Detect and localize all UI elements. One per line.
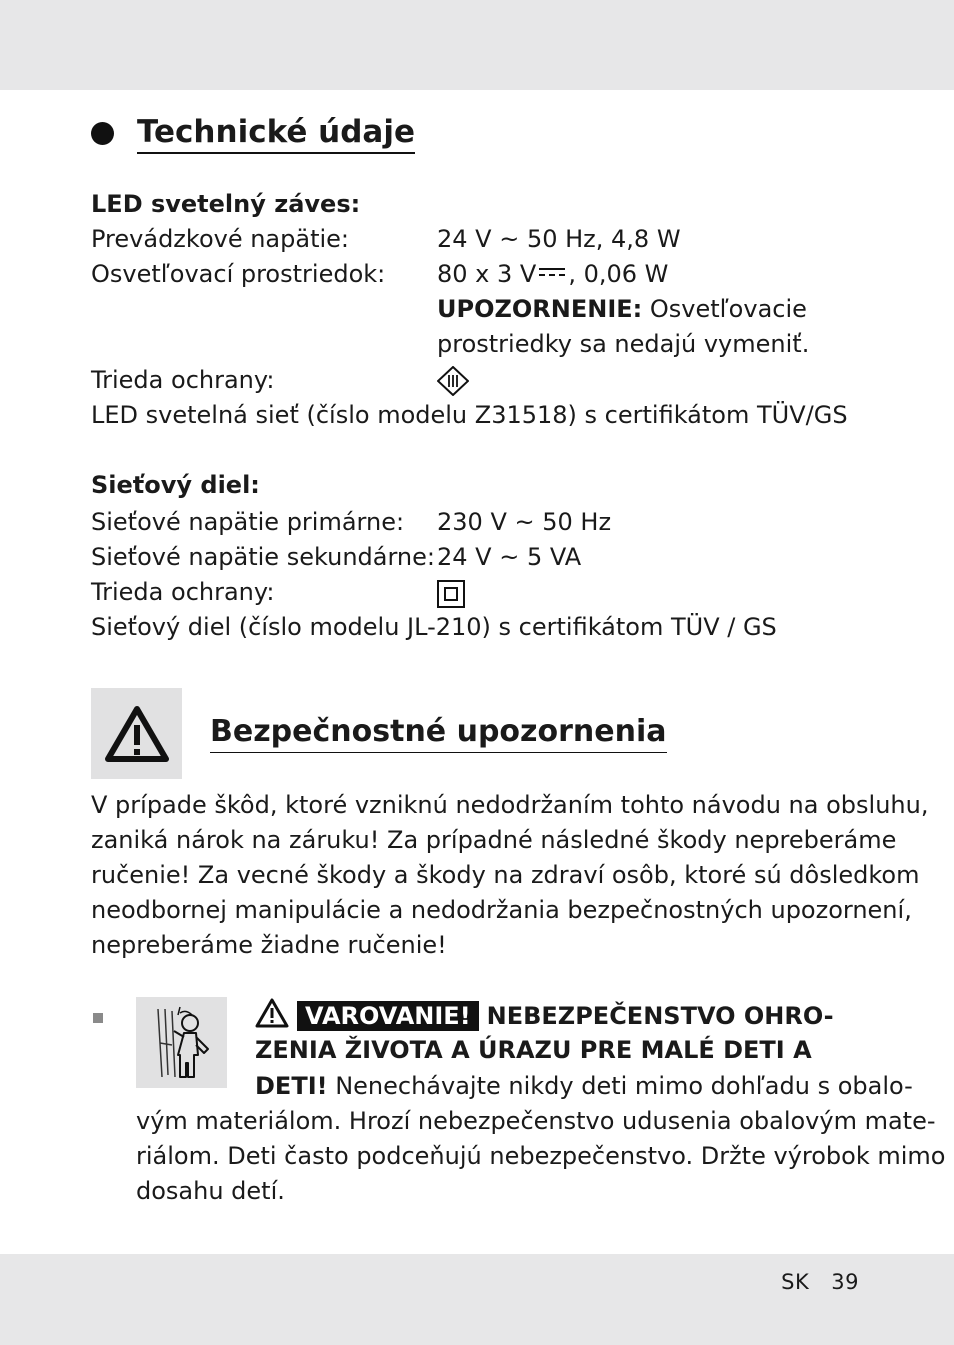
warning-icon-box <box>91 688 182 779</box>
spec-label-operating-voltage: Prevádzkové napätie: <box>91 225 350 253</box>
spec-value-lamp-post: , 0,06 W <box>568 260 669 288</box>
paragraph-line: neodbornej manipulácie a nedodržania bezpečnostných upozornení, <box>91 896 912 924</box>
warning-text-line4: vým materiálom. Hrozí nebezpečenstvo udusenia obalovým mate- <box>136 1107 936 1135</box>
warning-text-line5: riálom. Deti často podceňujú nebezpečenstvo. Držte výrobok mimo <box>136 1142 946 1170</box>
protection-class-iii-icon <box>437 366 469 396</box>
square-bullet-icon <box>93 1013 103 1023</box>
footer-band <box>0 1254 954 1345</box>
paragraph-line: ručenie! Za vecné škody a škody na zdraví osôb, ktoré sú dôsledkom <box>91 861 920 889</box>
warning-badge: VAROVANIE! <box>297 1001 479 1031</box>
header-band <box>0 0 954 90</box>
footer-page-number: 39 <box>831 1270 859 1294</box>
warning-heading-line3: DETI! <box>255 1072 328 1100</box>
page-footer <box>759 1270 859 1294</box>
section-title-safety: Bezpečnostné upozornenia <box>210 712 667 753</box>
lamp-note-line2: prostriedky sa nedajú vymeniť. <box>437 330 810 358</box>
spec-label-lamp: Osvetľovací prostriedok: <box>91 260 386 288</box>
footer-language: SK <box>781 1270 810 1294</box>
child-warning-box <box>136 997 227 1088</box>
lamp-note-text: Osvetľovacie <box>649 295 807 323</box>
led-heading: LED svetelný záves: <box>91 190 361 218</box>
warning-line-1 <box>255 998 834 1034</box>
direct-current-icon <box>538 264 566 280</box>
spec-label-primary-voltage: Sieťové napätie primárne: <box>91 508 405 536</box>
spec-label-protection-class: Trieda ochrany: <box>91 366 275 394</box>
warning-text-line3: Nenechávajte nikdy deti mimo dohľadu s obalo- <box>327 1072 913 1100</box>
warning-line-3 <box>255 1069 913 1104</box>
psu-heading: Sieťový diel: <box>91 471 260 499</box>
section-title-text: Technické údaje <box>137 112 415 154</box>
paragraph-line: nepreberáme žiadne ručenie! <box>91 931 447 959</box>
spec-label-secondary-voltage: Sieťové napätie sekundárne: <box>91 543 435 571</box>
led-certificate: LED svetelná sieť (číslo modelu Z31518) s certifikátom TÜV/GS <box>91 401 848 429</box>
lamp-note-label: UPOZORNENIE: <box>437 295 643 323</box>
section-title-technical-data <box>91 112 415 154</box>
spec-value-lamp-pre: 80 x 3 V <box>437 260 537 288</box>
protection-class-ii-icon <box>437 580 465 608</box>
warning-text-line6: dosahu detí. <box>136 1177 285 1205</box>
spec-value-lamp <box>437 257 668 292</box>
psu-certificate: Sieťový diel (číslo modelu JL-210) s certifikátom TÜV / GS <box>91 613 777 641</box>
spec-value-primary-voltage: 230 V ~ 50 Hz <box>437 508 612 536</box>
warning-heading-line1: NEBEZPEČENSTVO OHRO- <box>486 1002 834 1030</box>
warning-triangle-icon <box>104 705 170 763</box>
child-with-packaging-icon <box>150 1003 214 1083</box>
spec-label-psu-protection-class: Trieda ochrany: <box>91 578 275 606</box>
paragraph-line: V prípade škôd, ktoré vzniknú nedodržaním tohto návodu na obsluhu, <box>91 791 929 819</box>
spec-value-secondary-voltage: 24 V ~ 5 VA <box>437 543 582 571</box>
warning-heading-line2: ZENIA ŽIVOTA A ÚRAZU PRE MALÉ DETI A <box>255 1036 812 1064</box>
lamp-note-line1 <box>437 292 807 327</box>
filled-circle-bullet-icon <box>91 122 114 145</box>
paragraph-line: zaniká nárok na záruku! Za prípadné následné škody nepreberáme <box>91 826 897 854</box>
warning-triangle-small-icon <box>255 998 289 1028</box>
safety-paragraph <box>91 788 929 963</box>
spec-value-operating-voltage: 24 V ~ 50 Hz, 4,8 W <box>437 225 681 253</box>
